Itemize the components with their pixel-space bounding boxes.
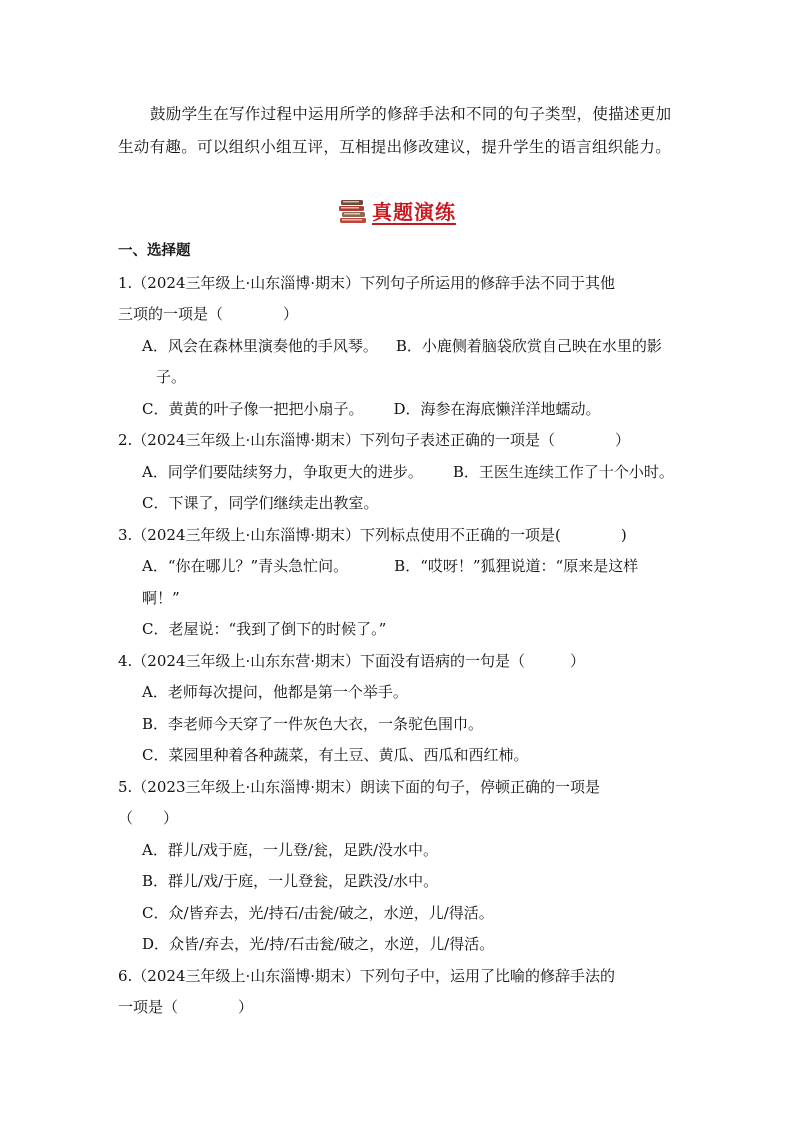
question-stem: 4.（2024三年级上·山东东营·期末）下面没有语病的一句是（ ） bbox=[118, 651, 586, 670]
question-stem: 2.（2024三年级上·山东淄博·期末）下列句子表述正确的一项是（ ） bbox=[118, 431, 631, 449]
question-6 bbox=[118, 961, 696, 1024]
intro-line-1: 鼓励学生在写作过程中运用所学的修辞手法和不同的句子类型，使描述更加 bbox=[150, 105, 672, 123]
option-b[interactable]: B．李老师今天穿了一件灰色大衣，一条驼色围巾。 bbox=[142, 714, 484, 733]
question-3 bbox=[118, 520, 696, 646]
question-stem: 一项是（ ） bbox=[118, 998, 254, 1016]
option-c[interactable]: C．菜园里种着各种蔬菜，有土豆、黄瓜、西瓜和西红柿。 bbox=[142, 746, 529, 764]
option-a[interactable]: A．同学们要陆续努力，争取更大的进步。 bbox=[142, 462, 423, 481]
section-title bbox=[0, 196, 794, 225]
intro-paragraph bbox=[118, 98, 690, 164]
option-b-continued: 啊！” bbox=[142, 588, 180, 607]
option-a[interactable]: A．群儿/戏于庭，一儿登/瓮，足跌/没水中。 bbox=[142, 840, 438, 859]
question-2 bbox=[118, 425, 696, 520]
option-a[interactable]: A．“你在哪儿？”青头急忙问。 bbox=[142, 557, 349, 575]
question-stem: 6.（2024三年级上·山东淄博·期末）下列句子中，运用了比喻的修辞手法的 bbox=[118, 966, 616, 985]
option-c[interactable]: C．老屋说：“我到了倒下的时候了。” bbox=[142, 620, 387, 638]
option-a[interactable]: A．风会在森林里演奏他的手风琴。 bbox=[142, 336, 378, 355]
option-b[interactable]: B．王医生连续工作了十个小时。 bbox=[452, 462, 674, 481]
question-stem: 3.（2024三年级上·山东淄博·期末）下列标点使用不正确的一项是( ) bbox=[118, 525, 627, 544]
intro-line-2: 生动有趣。可以组织小组互评，互相提出修改建议，提升学生的语言组织能力。 bbox=[118, 138, 672, 156]
option-d[interactable]: D．众皆/弃去，光/持/石击瓮/破之，水逆，儿/得活。 bbox=[142, 935, 495, 953]
question-stem: 三项的一项是（ ） bbox=[118, 305, 299, 323]
option-b[interactable]: B．“哎呀！”狐狸说道：“原来是这样 bbox=[394, 557, 639, 575]
option-b-continued: 子。 bbox=[156, 368, 187, 386]
question-4 bbox=[118, 646, 696, 772]
option-a[interactable]: A．老师每次提问，他都是第一个举手。 bbox=[142, 683, 408, 701]
section-title-text: 真题演练 bbox=[372, 200, 456, 224]
question-5 bbox=[118, 772, 696, 961]
option-d[interactable]: D．海参在海底懒洋洋地蠕动。 bbox=[393, 399, 601, 418]
option-b[interactable]: B．小鹿侧着脑袋欣赏自己映在水里的影 bbox=[395, 336, 662, 355]
question-stem: 1.（2024三年级上·山东淄博·期末）下列句子所运用的修辞手法不同于其他 bbox=[118, 273, 616, 292]
question-1 bbox=[118, 268, 696, 426]
section-heading: 一、选择题 bbox=[118, 243, 191, 259]
question-stem: 5.（2023三年级上·山东淄博·期末）朗读下面的句子，停顿正确的一项是 bbox=[118, 777, 601, 796]
option-c[interactable]: C．下课了，同学们继续走出教室。 bbox=[142, 494, 379, 512]
question-stem: （ ） bbox=[118, 809, 179, 827]
stacked-books-icon bbox=[338, 198, 368, 224]
option-b[interactable]: B．群儿/戏/于庭，一儿登瓮，足跌没/水中。 bbox=[142, 872, 439, 890]
option-c[interactable]: C．黄黄的叶子像一把把小扇子。 bbox=[142, 399, 364, 418]
option-c[interactable]: C．众/皆弃去，光/持石/击瓮/破之，水逆，儿/得活。 bbox=[142, 903, 494, 922]
question-list bbox=[118, 236, 696, 1024]
